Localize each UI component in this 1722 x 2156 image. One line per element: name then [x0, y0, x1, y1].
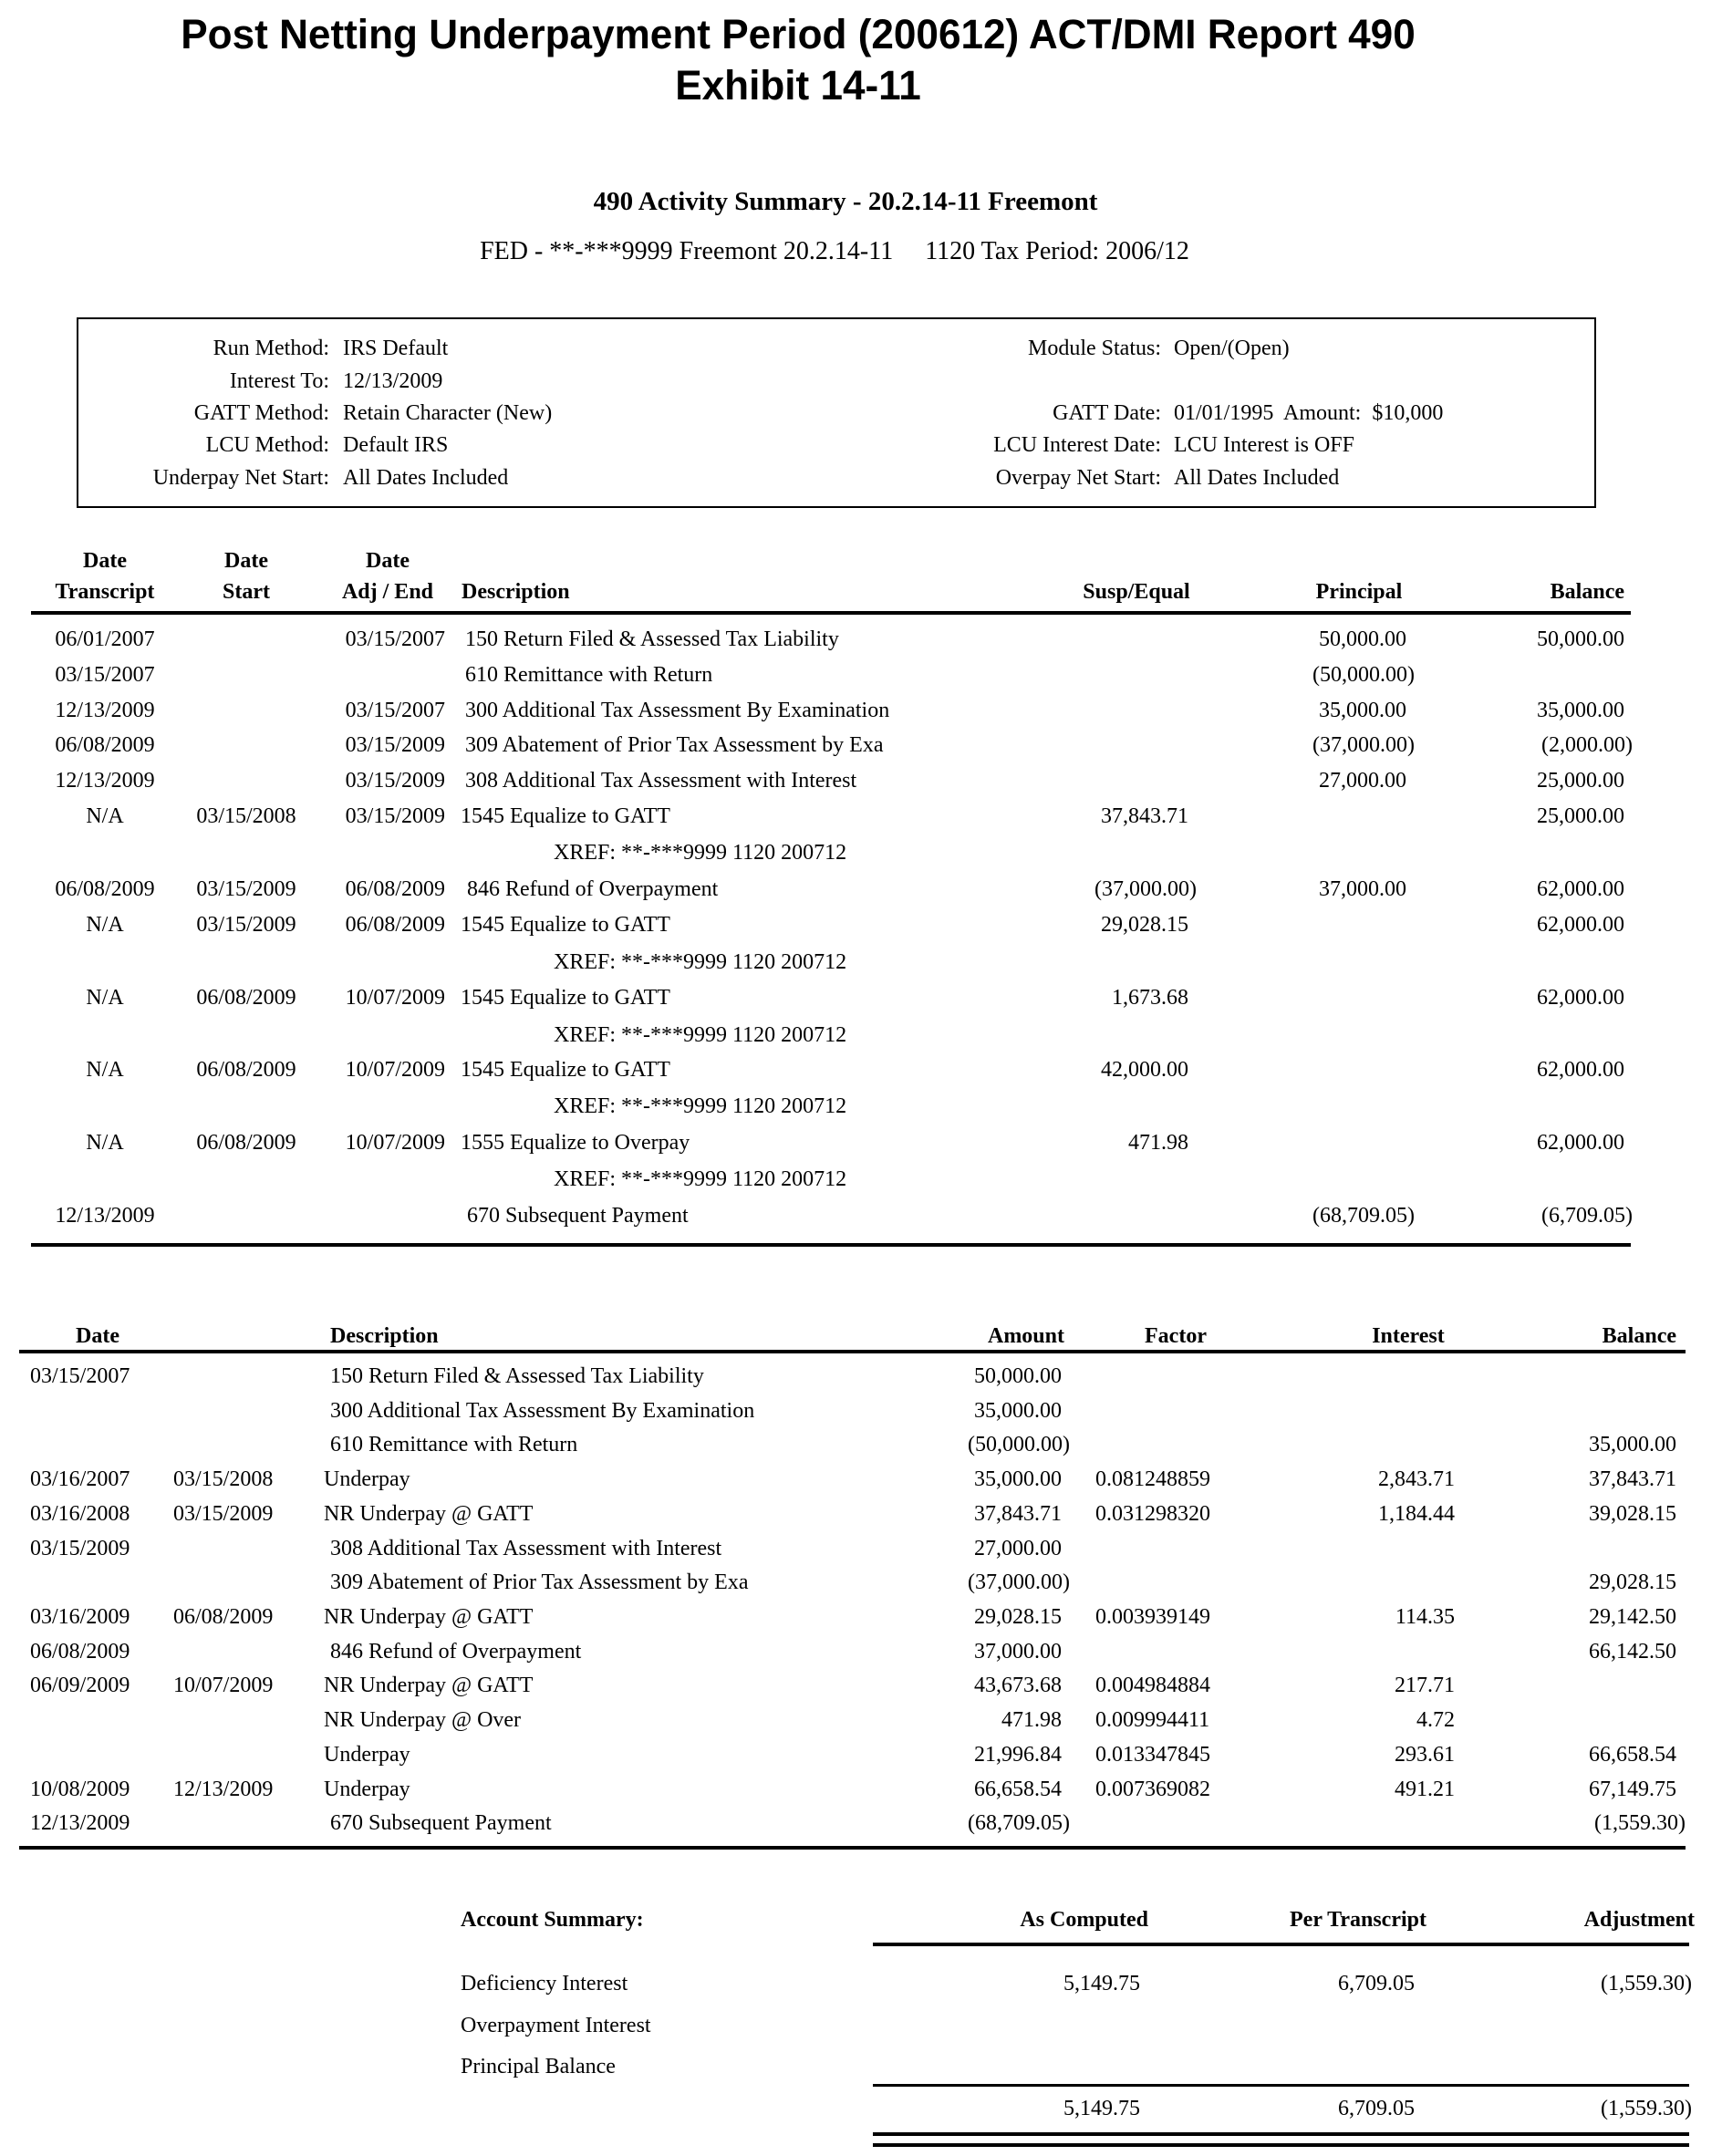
- susp-equal: 29,028.15: [1101, 913, 1188, 937]
- description: 1545 Equalize to GATT: [461, 913, 670, 937]
- interest-row: [0, 1397, 1722, 1425]
- susp-equal: 1,673.68: [1112, 986, 1188, 1010]
- xref: XREF: **-***9999 1120 200712: [554, 1094, 847, 1118]
- lcu-interest-date-value: LCU Interest is OFF: [1174, 433, 1354, 457]
- principal: 37,000.00: [1319, 877, 1406, 901]
- balance: 39,028.15: [1589, 1502, 1676, 1526]
- header-rule: [31, 611, 1631, 615]
- date-transcript: N/A: [86, 1131, 124, 1155]
- amount: 37,843.71: [974, 1502, 1062, 1526]
- amount: 29,028.15: [974, 1605, 1062, 1629]
- amount: 21,996.84: [974, 1743, 1062, 1767]
- date-adj-end: 03/15/2007: [345, 627, 445, 651]
- date-to: 06/08/2009: [173, 1605, 274, 1629]
- description: 610 Remittance with Return: [330, 1433, 578, 1456]
- description: Underpay: [324, 1743, 410, 1767]
- total-as-computed: 5,149.75: [1063, 2097, 1140, 2120]
- balance: 62,000.00: [1537, 913, 1624, 937]
- summary-row: [0, 1970, 1722, 1997]
- col-description: Description: [330, 1324, 439, 1348]
- description: 150 Return Filed & Assessed Tax Liability: [465, 627, 839, 651]
- date-transcript: 06/08/2009: [55, 877, 155, 901]
- date-from: 06/08/2009: [30, 1640, 130, 1664]
- report-title: Post Netting Underpayment Period (200612) ACT/DMI Report 490: [181, 11, 1416, 57]
- date-from: 03/16/2009: [30, 1605, 130, 1629]
- date-from: 10/08/2009: [30, 1778, 130, 1801]
- per-transcript: 6,709.05: [1338, 1972, 1415, 1995]
- adjustment: (1,559.30): [1601, 1972, 1692, 1995]
- total-adjustment: (1,559.30): [1601, 2097, 1692, 2120]
- exhibit-title: Exhibit 14-11: [675, 62, 921, 109]
- balance: 35,000.00: [1537, 699, 1624, 722]
- col-as-computed: As Computed: [1020, 1908, 1148, 1932]
- susp-equal: 471.98: [1128, 1131, 1188, 1155]
- date-start: 06/08/2009: [196, 1131, 296, 1155]
- amount: 471.98: [1001, 1708, 1062, 1732]
- date-to: 03/15/2008: [173, 1467, 274, 1491]
- description: 610 Remittance with Return: [465, 663, 713, 687]
- xref-row: [0, 1166, 1722, 1193]
- factor: 0.009994411: [1095, 1708, 1210, 1732]
- interest-to-label: Interest To:: [229, 369, 329, 393]
- description: 309 Abatement of Prior Tax Assessment by Exa: [465, 733, 884, 757]
- date-transcript: N/A: [86, 986, 124, 1010]
- as-computed: 5,149.75: [1063, 1972, 1140, 1995]
- table-row: [0, 1129, 1722, 1156]
- factor: 0.013347845: [1095, 1743, 1210, 1767]
- interest-row: [0, 1741, 1722, 1768]
- interest-row: [0, 1638, 1722, 1665]
- balance: 25,000.00: [1537, 769, 1624, 793]
- summary-double-rule-bottom: [873, 2143, 1689, 2147]
- module-status-label: Module Status:: [1027, 337, 1161, 360]
- description: 670 Subsequent Payment: [330, 1811, 552, 1835]
- col-amount: Amount: [987, 1324, 1064, 1348]
- date-transcript: 12/13/2009: [55, 699, 155, 722]
- description: 308 Additional Tax Assessment with Interest: [465, 769, 857, 793]
- amount: 66,658.54: [974, 1778, 1062, 1801]
- col-date-start-line1: Date: [224, 549, 268, 573]
- interest-row: [0, 1706, 1722, 1734]
- gatt-date-label: GATT Date:: [1053, 401, 1161, 425]
- xref-row: [0, 948, 1722, 976]
- total-per-transcript: 6,709.05: [1338, 2097, 1415, 2120]
- interest-row: [0, 1535, 1722, 1562]
- date-transcript: N/A: [86, 1058, 124, 1082]
- principal: (50,000.00): [1312, 663, 1415, 687]
- summary-header-rule: [873, 1943, 1689, 1946]
- factor: 0.081248859: [1095, 1467, 1210, 1491]
- interest-bottom-rule: [19, 1846, 1686, 1850]
- amount: 37,000.00: [974, 1640, 1062, 1664]
- susp-equal: 37,843.71: [1101, 804, 1188, 828]
- balance: 29,028.15: [1589, 1570, 1676, 1594]
- gatt-date-value: 01/01/1995 Amount: $10,000: [1174, 401, 1444, 425]
- susp-equal: 42,000.00: [1101, 1058, 1188, 1082]
- interest-row: [0, 1569, 1722, 1596]
- xref-row: [0, 1093, 1722, 1120]
- overpay-net-start-value: All Dates Included: [1174, 466, 1340, 490]
- date-to: 03/15/2009: [173, 1502, 274, 1526]
- date-transcript: 12/13/2009: [55, 769, 155, 793]
- date-from: 12/13/2009: [30, 1811, 130, 1835]
- date-start: 06/08/2009: [196, 986, 296, 1010]
- date-from: 03/16/2008: [30, 1502, 130, 1526]
- interest-row: [0, 1500, 1722, 1528]
- underpay-net-start-value: All Dates Included: [343, 466, 509, 490]
- date-from: 06/09/2009: [30, 1674, 130, 1697]
- balance: 62,000.00: [1537, 986, 1624, 1010]
- factor: 0.031298320: [1095, 1502, 1210, 1526]
- col-description: Description: [462, 580, 570, 604]
- summary-label: Principal Balance: [461, 2055, 616, 2078]
- principal: 35,000.00: [1319, 699, 1406, 722]
- table-row: [0, 626, 1722, 653]
- description: 1545 Equalize to GATT: [461, 1058, 670, 1082]
- lcu-interest-date-label: LCU Interest Date:: [993, 433, 1161, 457]
- balance: 66,658.54: [1589, 1743, 1676, 1767]
- description: NR Underpay @ GATT: [324, 1674, 534, 1697]
- col-susp-equal: Susp/Equal: [1083, 580, 1190, 604]
- table-row: [0, 767, 1722, 794]
- interest-row: [0, 1466, 1722, 1493]
- principal: 50,000.00: [1319, 627, 1406, 651]
- summary-label: Deficiency Interest: [461, 1972, 628, 1995]
- table-row: [0, 984, 1722, 1011]
- date-from: 03/16/2007: [30, 1467, 130, 1491]
- col-principal: Principal: [1315, 580, 1403, 604]
- run-method-label: Run Method:: [213, 337, 329, 360]
- table-bottom-rule: [31, 1243, 1631, 1247]
- description: 300 Additional Tax Assessment By Examination: [465, 699, 890, 722]
- interest-row: [0, 1603, 1722, 1631]
- interest-amount: 293.61: [1395, 1743, 1455, 1767]
- balance: 66,142.50: [1589, 1640, 1676, 1664]
- amount: 35,000.00: [974, 1399, 1062, 1423]
- amount: 35,000.00: [974, 1467, 1062, 1491]
- description: 670 Subsequent Payment: [467, 1204, 689, 1228]
- account-line: FED - **-***9999 Freemont 20.2.14-11 1120 Tax Period: 2006/12: [480, 237, 1189, 265]
- xref: XREF: **-***9999 1120 200712: [554, 950, 847, 974]
- interest-header-rule: [19, 1350, 1686, 1353]
- col-interest: Interest: [1372, 1324, 1445, 1348]
- interest-row: [0, 1809, 1722, 1837]
- table-row: [0, 661, 1722, 689]
- balance: 62,000.00: [1537, 877, 1624, 901]
- balance: 62,000.00: [1537, 1058, 1624, 1082]
- balance: (1,559.30): [1594, 1811, 1686, 1835]
- description: 300 Additional Tax Assessment By Examination: [330, 1399, 755, 1423]
- xref-row: [0, 839, 1722, 866]
- table-row: [0, 911, 1722, 938]
- summary-double-rule-top: [873, 2132, 1689, 2136]
- lcu-method-value: Default IRS: [343, 433, 449, 457]
- description: 846 Refund of Overpayment: [467, 877, 719, 901]
- date-adj-end: 10/07/2009: [345, 1131, 445, 1155]
- interest-amount: 491.21: [1395, 1778, 1455, 1801]
- balance: (6,709.05): [1541, 1204, 1633, 1228]
- interest-to-value: 12/13/2009: [343, 369, 443, 393]
- gatt-method-label: GATT Method:: [193, 401, 329, 425]
- factor: 0.003939149: [1095, 1605, 1210, 1629]
- principal: (68,709.05): [1312, 1204, 1415, 1228]
- module-status-value: Open/(Open): [1174, 337, 1290, 360]
- balance: 67,149.75: [1589, 1778, 1676, 1801]
- xref: XREF: **-***9999 1120 200712: [554, 1167, 847, 1191]
- date-from: 03/15/2009: [30, 1537, 130, 1560]
- lcu-method-label: LCU Method:: [205, 433, 329, 457]
- col-date: Date: [76, 1324, 119, 1348]
- description: 1545 Equalize to GATT: [461, 986, 670, 1010]
- col-date-adj-line2: Adj / End: [341, 580, 434, 604]
- description: NR Underpay @ Over: [324, 1708, 522, 1732]
- account-summary-title: Account Summary:: [461, 1908, 644, 1932]
- date-transcript: 06/08/2009: [55, 733, 155, 757]
- date-adj-end: 10/07/2009: [345, 1058, 445, 1082]
- date-transcript: N/A: [86, 804, 124, 828]
- date-transcript: 06/01/2007: [55, 627, 155, 651]
- interest-row: [0, 1776, 1722, 1803]
- date-transcript: 03/15/2007: [55, 663, 155, 687]
- date-adj-end: 06/08/2009: [345, 913, 445, 937]
- col-balance: Balance: [1602, 1324, 1676, 1348]
- description: NR Underpay @ GATT: [324, 1605, 534, 1629]
- interest-row: [0, 1431, 1722, 1458]
- col-per-transcript: Per Transcript: [1290, 1908, 1426, 1932]
- description: 150 Return Filed & Assessed Tax Liability: [330, 1364, 704, 1388]
- xref-row: [0, 1021, 1722, 1049]
- summary-total-rule: [873, 2084, 1689, 2087]
- date-adj-end: 10/07/2009: [345, 986, 445, 1010]
- description: 1545 Equalize to GATT: [461, 804, 670, 828]
- col-factor: Factor: [1145, 1324, 1207, 1348]
- amount: 27,000.00: [974, 1537, 1062, 1560]
- date-transcript: 12/13/2009: [55, 1204, 155, 1228]
- table-row: [0, 803, 1722, 830]
- overpay-net-start-label: Overpay Net Start:: [995, 466, 1161, 490]
- summary-row: [0, 2012, 1722, 2039]
- interest-amount: 2,843.71: [1378, 1467, 1455, 1491]
- xref: XREF: **-***9999 1120 200712: [554, 1023, 847, 1047]
- run-method-value: IRS Default: [343, 337, 449, 360]
- balance: (2,000.00): [1541, 733, 1633, 757]
- date-start: 06/08/2009: [196, 1058, 296, 1082]
- date-adj-end: 03/15/2009: [345, 733, 445, 757]
- description: 309 Abatement of Prior Tax Assessment by Exa: [330, 1570, 749, 1594]
- col-adjustment: Adjustment: [1583, 1908, 1695, 1932]
- amount: (50,000.00): [968, 1433, 1070, 1456]
- amount: (37,000.00): [968, 1570, 1070, 1594]
- date-adj-end: 06/08/2009: [345, 877, 445, 901]
- summary-total-row: [0, 2095, 1722, 2122]
- date-start: 03/15/2009: [196, 913, 296, 937]
- table-row: [0, 876, 1722, 903]
- gatt-method-value: Retain Character (New): [343, 401, 553, 425]
- date-from: 03/15/2007: [30, 1364, 130, 1388]
- amount: (68,709.05): [968, 1811, 1070, 1835]
- interest-amount: 217.71: [1395, 1674, 1455, 1697]
- description: 846 Refund of Overpayment: [330, 1640, 582, 1664]
- interest-amount: 4.72: [1416, 1708, 1455, 1732]
- col-date-start-line2: Start: [223, 580, 270, 604]
- xref: XREF: **-***9999 1120 200712: [554, 841, 847, 865]
- date-to: 12/13/2009: [173, 1778, 274, 1801]
- underpay-net-start-label: Underpay Net Start:: [152, 466, 329, 490]
- factor: 0.004984884: [1095, 1674, 1210, 1697]
- activity-summary-title: 490 Activity Summary - 20.2.14-11 Freemont: [593, 187, 1098, 216]
- interest-row: [0, 1672, 1722, 1699]
- amount: 43,673.68: [974, 1674, 1062, 1697]
- date-adj-end: 03/15/2009: [345, 769, 445, 793]
- principal: 27,000.00: [1319, 769, 1406, 793]
- date-adj-end: 03/15/2009: [345, 804, 445, 828]
- date-to: 10/07/2009: [173, 1674, 274, 1697]
- table-row: [0, 1202, 1722, 1229]
- factor: 0.007369082: [1095, 1778, 1210, 1801]
- summary-label: Overpayment Interest: [461, 2014, 651, 2037]
- balance: 37,843.71: [1589, 1467, 1676, 1491]
- date-transcript: N/A: [86, 913, 124, 937]
- col-date-transcript-line2: Transcript: [55, 580, 155, 604]
- balance: 50,000.00: [1537, 627, 1624, 651]
- amount: 50,000.00: [974, 1364, 1062, 1388]
- description: NR Underpay @ GATT: [324, 1502, 534, 1526]
- description: 308 Additional Tax Assessment with Interest: [330, 1537, 722, 1560]
- interest-row: [0, 1363, 1722, 1390]
- interest-amount: 1,184.44: [1378, 1502, 1455, 1526]
- col-date-adj-line1: Date: [366, 549, 410, 573]
- balance: 29,142.50: [1589, 1605, 1676, 1629]
- interest-amount: 114.35: [1395, 1605, 1455, 1629]
- col-balance: Balance: [1550, 580, 1624, 604]
- balance: 62,000.00: [1537, 1131, 1624, 1155]
- susp-equal: (37,000.00): [1094, 877, 1197, 901]
- table-row: [0, 1056, 1722, 1083]
- description: Underpay: [324, 1778, 410, 1801]
- date-start: 03/15/2009: [196, 877, 296, 901]
- date-adj-end: 03/15/2007: [345, 699, 445, 722]
- balance: 25,000.00: [1537, 804, 1624, 828]
- description: Underpay: [324, 1467, 410, 1491]
- table-row: [0, 697, 1722, 724]
- description: 1555 Equalize to Overpay: [461, 1131, 690, 1155]
- col-date-transcript-line1: Date: [83, 549, 127, 573]
- date-start: 03/15/2008: [196, 804, 296, 828]
- principal: (37,000.00): [1312, 733, 1415, 757]
- balance: 35,000.00: [1589, 1433, 1676, 1456]
- table-row: [0, 731, 1722, 759]
- summary-row: [0, 2053, 1722, 2080]
